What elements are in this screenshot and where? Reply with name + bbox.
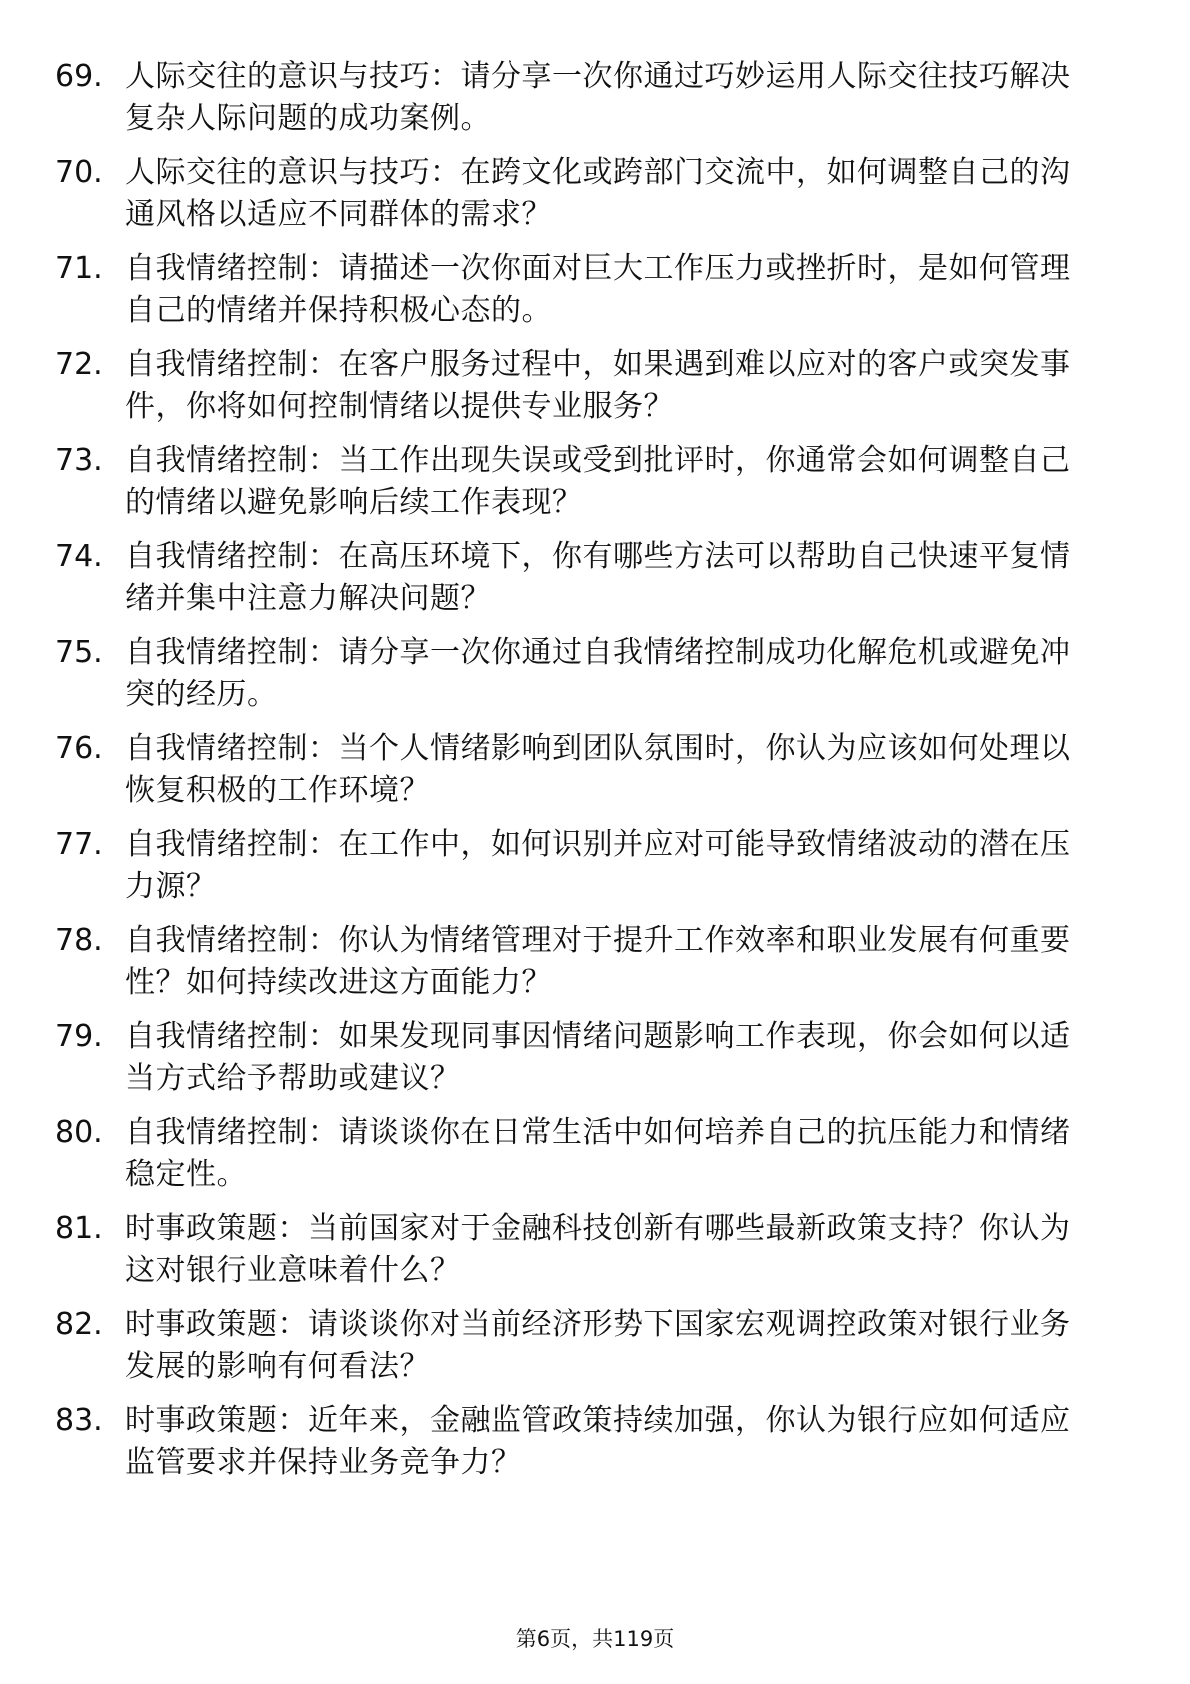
question-item bbox=[55, 920, 1115, 1004]
question-text: 时事政策题：近年来，金融监管政策持续加强，你认为银行应如何适应监管要求并保持业务竞争力？ bbox=[125, 1403, 1071, 1480]
question-text: 人际交往的意识与技巧：请分享一次你通过巧妙运用人际交往技巧解决复杂人际问题的成功案例。 bbox=[125, 59, 1071, 136]
question-text: 人际交往的意识与技巧：在跨文化或跨部门交流中，如何调整自己的沟通风格以适应不同群体的需求？ bbox=[125, 155, 1071, 232]
question-number: 77. bbox=[55, 827, 103, 862]
question-text: 自我情绪控制：请谈谈你在日常生活中如何培养自己的抗压能力和情绪稳定性。 bbox=[125, 1115, 1071, 1192]
question-text: 自我情绪控制：请分享一次你通过自我情绪控制成功化解危机或避免冲突的经历。 bbox=[125, 635, 1071, 712]
question-number: 79. bbox=[55, 1019, 103, 1054]
question-text: 自我情绪控制：请描述一次你面对巨大工作压力或挫折时，是如何管理自己的情绪并保持积极心态的。 bbox=[125, 251, 1071, 328]
question-number: 80. bbox=[55, 1115, 103, 1150]
question-number: 81. bbox=[55, 1211, 103, 1246]
question-number: 70. bbox=[55, 155, 103, 190]
question-text: 自我情绪控制：如果发现同事因情绪问题影响工作表现，你会如何以适当方式给予帮助或建议？ bbox=[125, 1019, 1071, 1096]
question-number: 72. bbox=[55, 347, 103, 382]
question-item bbox=[55, 56, 1115, 140]
question-item bbox=[55, 824, 1115, 908]
question-number: 76. bbox=[55, 731, 103, 766]
question-number: 71. bbox=[55, 251, 103, 286]
question-number: 74. bbox=[55, 539, 103, 574]
question-item bbox=[55, 1400, 1115, 1484]
question-item bbox=[55, 248, 1115, 332]
question-text: 时事政策题：当前国家对于金融科技创新有哪些最新政策支持？你认为这对银行业意味着什么？ bbox=[125, 1211, 1071, 1288]
question-item bbox=[55, 1112, 1115, 1196]
question-number: 69. bbox=[55, 59, 103, 94]
question-text: 自我情绪控制：你认为情绪管理对于提升工作效率和职业发展有何重要性？如何持续改进这方面能力？ bbox=[125, 923, 1071, 1000]
question-number: 73. bbox=[55, 443, 103, 478]
question-item bbox=[55, 344, 1115, 428]
question-item bbox=[55, 1208, 1115, 1292]
page-number-footer: 第6页，共119页 bbox=[515, 1627, 675, 1651]
question-text: 自我情绪控制：在工作中，如何识别并应对可能导致情绪波动的潜在压力源？ bbox=[125, 827, 1071, 904]
question-text: 时事政策题：请谈谈你对当前经济形势下国家宏观调控政策对银行业务发展的影响有何看法？ bbox=[125, 1307, 1071, 1384]
question-list bbox=[55, 56, 1115, 1496]
question-item bbox=[55, 1304, 1115, 1388]
question-item bbox=[55, 152, 1115, 236]
question-number: 75. bbox=[55, 635, 103, 670]
question-item bbox=[55, 728, 1115, 812]
question-item bbox=[55, 632, 1115, 716]
question-number: 78. bbox=[55, 923, 103, 958]
question-item bbox=[55, 536, 1115, 620]
question-number: 82. bbox=[55, 1307, 103, 1342]
question-text: 自我情绪控制：当工作出现失误或受到批评时，你通常会如何调整自己的情绪以避免影响后续工作表现？ bbox=[125, 443, 1071, 520]
question-text: 自我情绪控制：当个人情绪影响到团队氛围时，你认为应该如何处理以恢复积极的工作环境？ bbox=[125, 731, 1071, 808]
question-text: 自我情绪控制：在客户服务过程中，如果遇到难以应对的客户或突发事件，你将如何控制情绪以提供专业服务？ bbox=[125, 347, 1071, 424]
question-item bbox=[55, 440, 1115, 524]
question-item bbox=[55, 1016, 1115, 1100]
question-text: 自我情绪控制：在高压环境下，你有哪些方法可以帮助自己快速平复情绪并集中注意力解决问题？ bbox=[125, 539, 1071, 616]
question-number: 83. bbox=[55, 1403, 103, 1438]
